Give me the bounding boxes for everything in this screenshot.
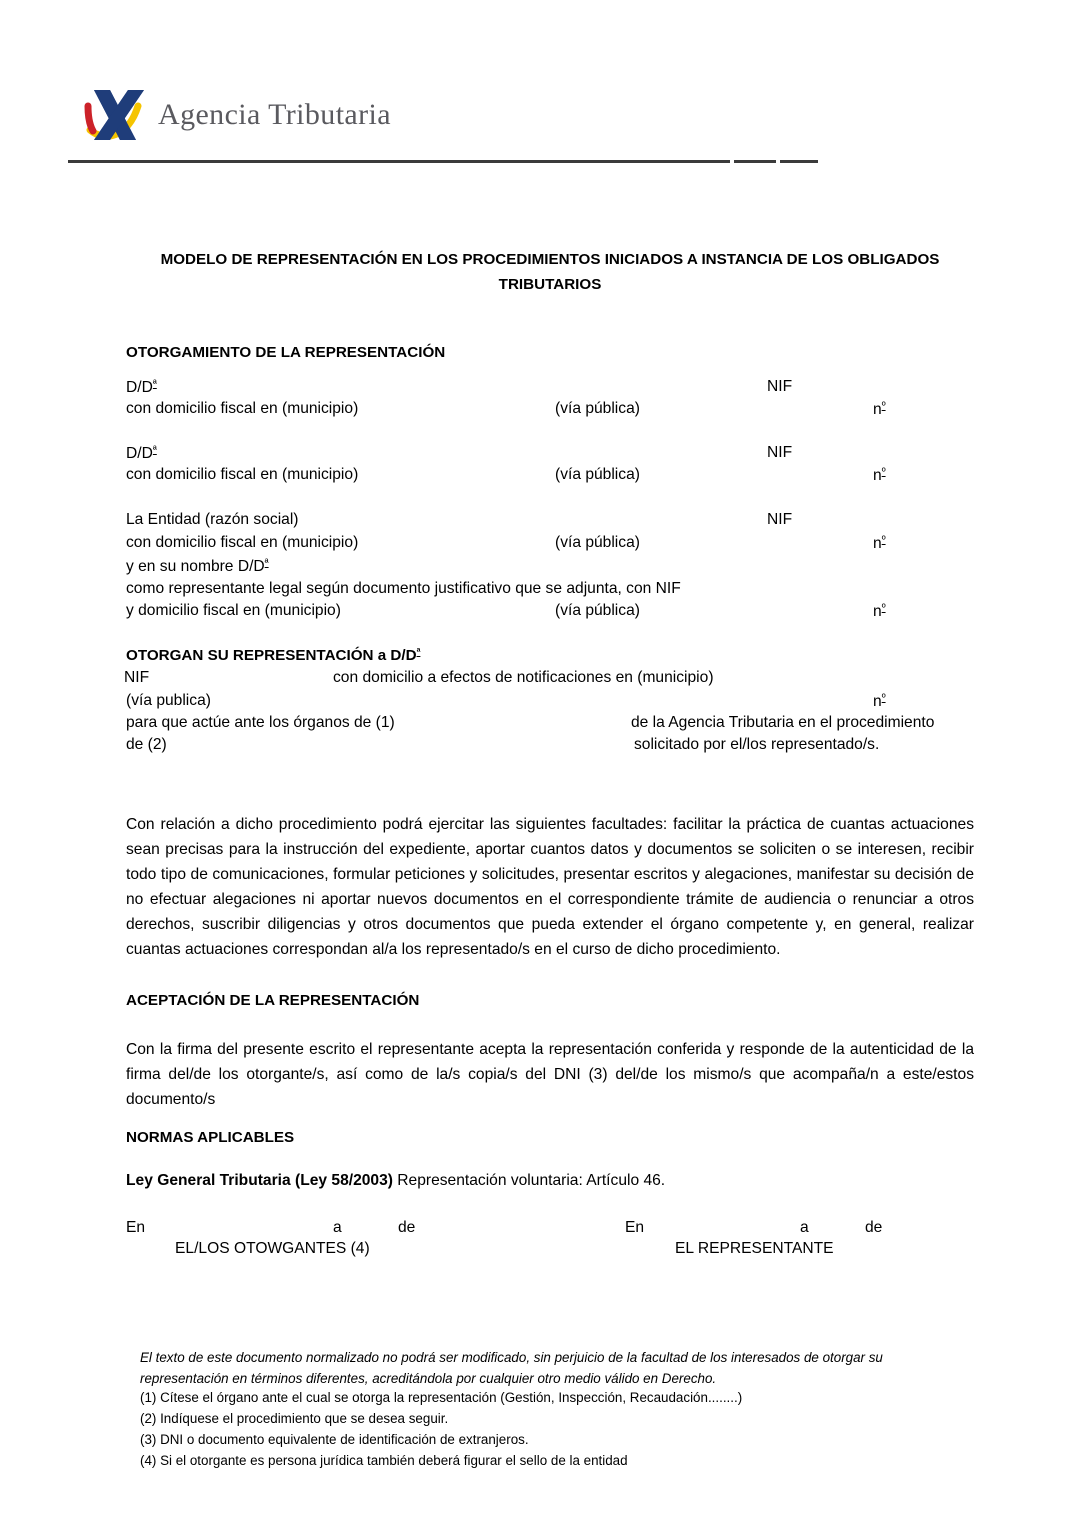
field-label-person1-domicilio: con domicilio fiscal en (municipio)	[126, 400, 359, 417]
field-label-person1-name: $D/D^ª$	[126, 378, 157, 396]
agency-header	[84, 84, 391, 146]
paragraph-aceptacion: Con la firma del presente escrito el representante acepta la representación conferida y responde de la autenticidad de la firma del/de los otorgante/s, así como de la/s copia/s del DNI (3) del/de los mismo/s que acompaña/n a este/estos documento/s	[126, 1041, 974, 1108]
field-label-rep-nif: NIF	[124, 669, 150, 686]
field-label-person2-domicilio: con domicilio fiscal en (municipio)	[126, 466, 359, 483]
heading-otorgan-representacion: OTORGAN SU REPRESENTACIÓN a $D/D^ª$	[126, 647, 421, 664]
norma-ley-general-tributaria	[126, 1172, 665, 1190]
field-label-person1-numero: $n^º$	[873, 400, 886, 418]
norma-ley-detail: Representación voluntaria: Artículo 46.	[392, 1172, 666, 1189]
field-label-entity-domicilio: con domicilio fiscal en (municipio)	[126, 534, 359, 551]
footer-note-1: (1) Cítese el órgano ante el cual se otorga la representación (Gestión, Inspección, Recaudación........)	[140, 1390, 743, 1405]
field-label-entity-via: (vía pública)	[555, 534, 640, 551]
document-title-line2: TRIBUTARIOS	[498, 275, 602, 293]
ordinal-o-icon: º	[881, 692, 886, 704]
field-label-entity-representative-name: y en su nombre $D/D^ª$	[126, 557, 269, 575]
footer-note-4: (4) Si el otorgante es persona jurídica también deberá figurar el sello de la entidad	[140, 1453, 628, 1468]
paragraph-facultades: Con relación a dicho procedimiento podrá ejercitar las siguientes facultades: facilitar la práctica de cuantas actuaciones sean precisas para la instrucción del expediente, aportar cuantos datos y documentos se soliciten o se interesen, recibir todo tipo de comunicaciones, formular peticiones y solicitudes, presentar escritos y alegaciones, manifestar su decisión de no efectuar alegaciones ni aportar nuevos documentos en el correspondiente trámite de audiencia o renunciar a otros derechos, suscribir diligencias y otros documentos que pueda extender el órgano competente y, en general, realizar cuantas actuaciones correspondan al/a los representado/s en el curso de dicho procedimiento.	[126, 816, 974, 958]
field-label-entity-legal-rep: como representante legal según documento justificativo que se adjunta, con NIF	[126, 580, 681, 597]
field-label-entity-rep-domicilio: y domicilio fiscal en (municipio)	[126, 602, 341, 619]
field-label-entity-rep-numero: $n^º$	[873, 602, 886, 620]
document-title-line1: MODELO DE REPRESENTACIÓN EN LOS PROCEDIMIENTOS INICIADOS A INSTANCIA DE LOS OBLIGADOS	[160, 251, 940, 268]
heading-otorgamiento: OTORGAMIENTO DE LA REPRESENTACIÓN	[126, 344, 446, 361]
norma-ley-bold: Ley General Tributaria (Ley 58/2003)	[126, 1172, 393, 1189]
ordinal-a-icon: ª	[152, 444, 157, 456]
ordinal-o-icon: º	[881, 466, 886, 478]
field-label-organos: para que actúe ante los órganos de (1)	[126, 714, 395, 731]
ordinal-o-icon: º	[881, 602, 886, 614]
signature-representante-label: EL REPRESENTANTE	[675, 1240, 834, 1257]
divider-segment-2	[734, 160, 776, 163]
signature-right-en-label: En	[625, 1219, 645, 1236]
agency-name: Agencia Tributaria	[158, 98, 391, 131]
ordinal-o-icon: º	[881, 400, 886, 412]
divider-segment-1	[68, 160, 730, 163]
field-label-agencia-procedimiento: de la Agencia Tributaria en el procedimiento	[631, 714, 935, 731]
heading-normas: NORMAS APLICABLES	[126, 1129, 295, 1146]
field-label-procedimiento: de (2)	[126, 736, 167, 753]
field-label-solicitado: solicitado por el/los representado/s.	[634, 736, 880, 753]
field-label-entity-name: La Entidad (razón social)	[126, 511, 299, 528]
signature-right-a-label: a	[800, 1219, 809, 1236]
signature-left-a-label: a	[333, 1219, 342, 1236]
footer-note-3: (3) DNI o documento equivalente de identificación de extranjeros.	[140, 1432, 529, 1447]
field-label-entity-rep-via: (vía pública)	[555, 602, 640, 619]
signature-otorgantes-label: EL/LOS OTOWGANTES (4)	[175, 1240, 370, 1257]
field-label-entity-nif: NIF	[767, 511, 793, 528]
field-label-rep-notificaciones: con domicilio a efectos de notificaciones en (municipio)	[333, 669, 714, 686]
field-label-person2-name: $D/D^ª$	[126, 444, 157, 462]
ordinal-a-icon: ª	[152, 378, 157, 390]
ordinal-o-icon: º	[881, 534, 886, 546]
field-label-rep-numero: $n^º$	[873, 692, 886, 710]
signature-left-de-label: de	[398, 1219, 416, 1236]
field-label-entity-numero: $n^º$	[873, 534, 886, 552]
signature-left-en-label: En	[126, 1219, 146, 1236]
agencia-tributaria-logo-icon	[84, 86, 146, 144]
field-label-person2-nif: NIF	[767, 444, 793, 461]
footer-note-2: (2) Indíquese el procedimiento que se desea seguir.	[140, 1411, 449, 1426]
field-label-person1-via: (vía pública)	[555, 400, 640, 417]
field-label-person1-nif: NIF	[767, 378, 793, 395]
document-title	[126, 248, 974, 297]
divider-segment-3	[780, 160, 818, 163]
header-divider	[68, 160, 818, 163]
field-label-person2-via: (vía pública)	[555, 466, 640, 483]
ordinal-a-icon: ª	[416, 647, 421, 659]
field-label-person2-numero: $n^º$	[873, 466, 886, 484]
signature-right-de-label: de	[865, 1219, 883, 1236]
ordinal-a-icon: ª	[264, 557, 269, 569]
field-label-rep-via: (vía publica)	[126, 692, 211, 709]
footer-disclaimer: El texto de este documento normalizado no podrá ser modificado, sin perjuicio de la facultad de los interesados de otorgar su representación en términos diferentes, acreditándola por cualquier otro medio válido en Derecho.	[140, 1350, 883, 1386]
heading-aceptacion: ACEPTACIÓN DE LA REPRESENTACIÓN	[126, 992, 420, 1009]
